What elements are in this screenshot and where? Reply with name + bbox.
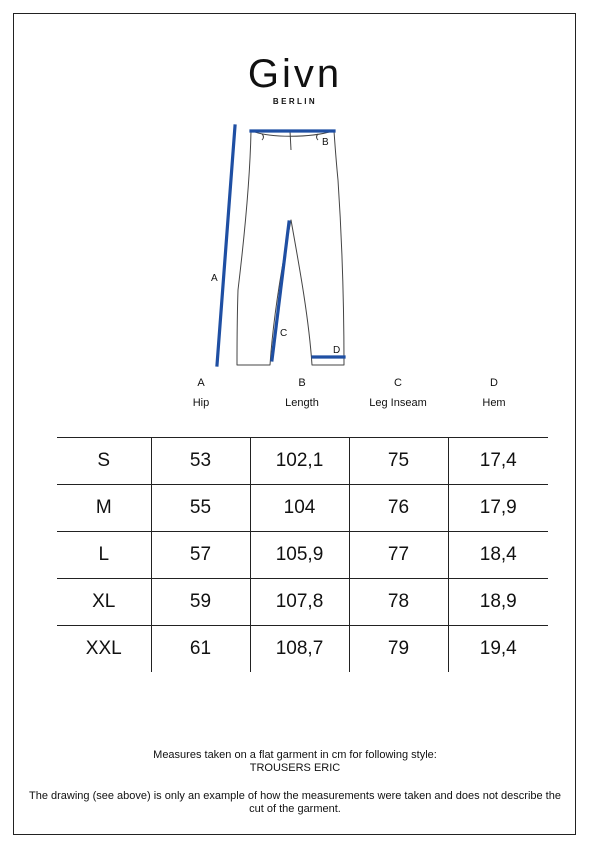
hem-cell: 18,4 (448, 532, 548, 579)
hip-cell: 59 (151, 579, 250, 626)
hip-cell: 57 (151, 532, 250, 579)
column-header-leg-inseam (343, 376, 453, 410)
length-cell: 104 (250, 485, 349, 532)
style-name: TROUSERS ERIC (249, 762, 341, 774)
brand-logo: Givn (247, 52, 343, 96)
column-letter: C (394, 377, 402, 389)
column-name: Hip (192, 397, 210, 409)
length-cell: 107,8 (250, 579, 349, 626)
hip-cell: 55 (151, 485, 250, 532)
hem-cell: 17,4 (448, 438, 548, 485)
size-cell: S (57, 438, 151, 485)
column-name: Length (285, 397, 319, 409)
size-chart-table (57, 437, 548, 672)
hem-cell: 17,9 (448, 485, 548, 532)
column-letter: B (298, 377, 306, 389)
leg-inseam-cell: 76 (349, 485, 448, 532)
column-letter: D (490, 377, 498, 389)
hip-cell: 53 (151, 438, 250, 485)
length-cell: 102,1 (250, 438, 349, 485)
leg-inseam-cell: 77 (349, 532, 448, 579)
diagram-label-b: B (322, 137, 329, 148)
length-cell: 108,7 (250, 626, 349, 673)
leg-inseam-cell: 79 (349, 626, 448, 673)
diagram-label-d: D (333, 345, 341, 356)
column-header-hip (146, 376, 256, 410)
leg-inseam-cell: 78 (349, 579, 448, 626)
trousers-measurement-diagram (0, 0, 590, 380)
table-row (57, 532, 548, 579)
diagram-label-a: A (211, 273, 218, 284)
hem-cell: 18,9 (448, 579, 548, 626)
column-header-length (247, 376, 357, 410)
size-cell: L (57, 532, 151, 579)
hip-cell: 61 (151, 626, 250, 673)
table-row (57, 626, 548, 673)
hem-cell: 19,4 (448, 626, 548, 673)
trousers-outline (237, 131, 344, 365)
drawing-disclaimer: The drawing (see above) is only an example of how the measurements were taken and does not describe the cut of the garment. (29, 790, 561, 815)
table-row (57, 579, 548, 626)
length-cell: 105,9 (250, 532, 349, 579)
size-cell: XL (57, 579, 151, 626)
column-letter: A (197, 377, 205, 389)
measurement-note: Measures taken on a flat garment in cm for following style: (153, 749, 437, 761)
size-cell: XXL (85, 638, 122, 659)
measure-line-a (217, 126, 235, 365)
measure-line-c (272, 222, 289, 360)
column-header-hem (439, 376, 549, 410)
column-name: Leg Inseam (369, 397, 427, 409)
table-row (57, 438, 548, 485)
brand-location: BERLIN (272, 97, 318, 106)
leg-inseam-cell: 75 (349, 438, 448, 485)
size-cell: M (57, 485, 151, 532)
column-name: Hem (482, 397, 506, 409)
diagram-label-c: C (280, 328, 288, 339)
table-row (57, 485, 548, 532)
